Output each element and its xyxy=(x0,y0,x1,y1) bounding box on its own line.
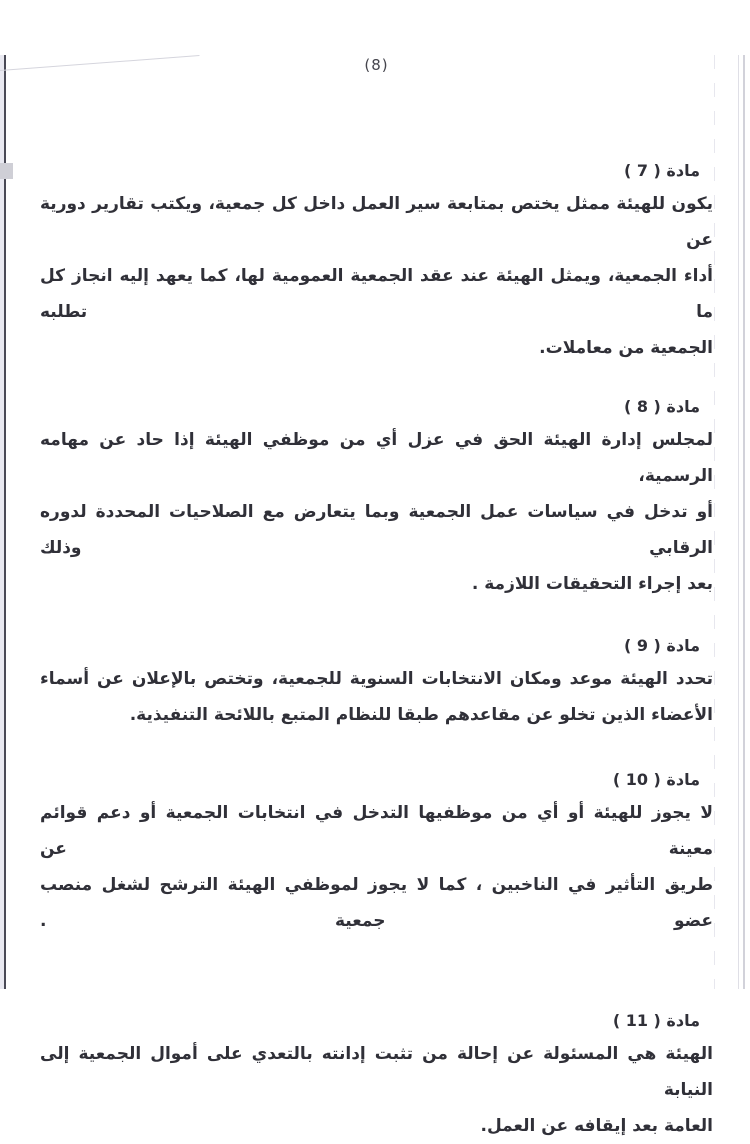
article-line: العامة بعد إيقافه عن العمل. xyxy=(480,1116,713,1136)
article-line: الأعضاء الذين تخلو عن مقاعدهم طبقا للنظام المتبع باللائحة التنفيذية. xyxy=(129,705,713,725)
article-line: يكون للهيئة ممثل يختص بمتابعة سير العمل داخل كل جمعية، ويكتب تقارير دورية عن xyxy=(40,194,713,250)
article-11-heading: مادة ( 11 ) xyxy=(612,1011,700,1030)
article-line: أداء الجمعية، ويمثل الهيئة عند عقد الجمعية العمومية لها، كما يعهد إليه انجاز كل ما تطلبه xyxy=(40,266,713,322)
scanned-document-page xyxy=(0,55,750,1136)
document-content xyxy=(0,55,750,1144)
article-line: الجمعية من معاملات. xyxy=(539,338,713,358)
article-line: لمجلس إدارة الهيئة الحق في عزل أي من موظفي الهيئة إذا حاد عن مهامه الرسمية، xyxy=(40,430,713,486)
article-line: أو تدخل في سياسات عمل الجمعية وبما يتعارض مع الصلاحيات المحددة لدوره الرقابي وذلك xyxy=(40,502,713,558)
article-line: لا يجوز للهيئة أو أي من موظفيها التدخل في انتخابات الجمعية أو دعم قوائم معينة عن xyxy=(40,803,713,859)
article-8-body xyxy=(40,422,713,602)
article-7-heading: مادة ( 7 ) xyxy=(623,161,700,180)
article-7-body xyxy=(40,186,713,366)
article-line: طريق التأثير في الناخبين ، كما لا يجوز لموظفي الهيئة الترشح لشغل منصب عضو جمعية . xyxy=(40,875,713,931)
article-line: الهيئة هي المسئولة عن إحالة من تثبت إدانته بالتعدي على أموال الجمعية إلى النيابة xyxy=(40,1044,713,1100)
article-10-heading: مادة ( 10 ) xyxy=(612,770,700,789)
article-11-body xyxy=(40,1036,713,1144)
article-line: تحدد الهيئة موعد ومكان الانتخابات السنوية للجمعية، وتختص بالإعلان عن أسماء xyxy=(40,669,713,689)
article-9-heading: مادة ( 9 ) xyxy=(623,636,700,655)
article-11 xyxy=(40,1010,713,1144)
article-10 xyxy=(40,769,713,939)
article-10-body xyxy=(40,795,713,939)
article-7 xyxy=(40,160,713,366)
article-8 xyxy=(40,396,713,602)
article-8-heading: مادة ( 8 ) xyxy=(623,397,700,416)
page-number: (8) xyxy=(364,56,389,74)
article-line: بعد إجراء التحقيقات اللازمة . xyxy=(471,574,713,594)
article-9-body xyxy=(40,661,713,733)
article-9 xyxy=(40,635,713,733)
